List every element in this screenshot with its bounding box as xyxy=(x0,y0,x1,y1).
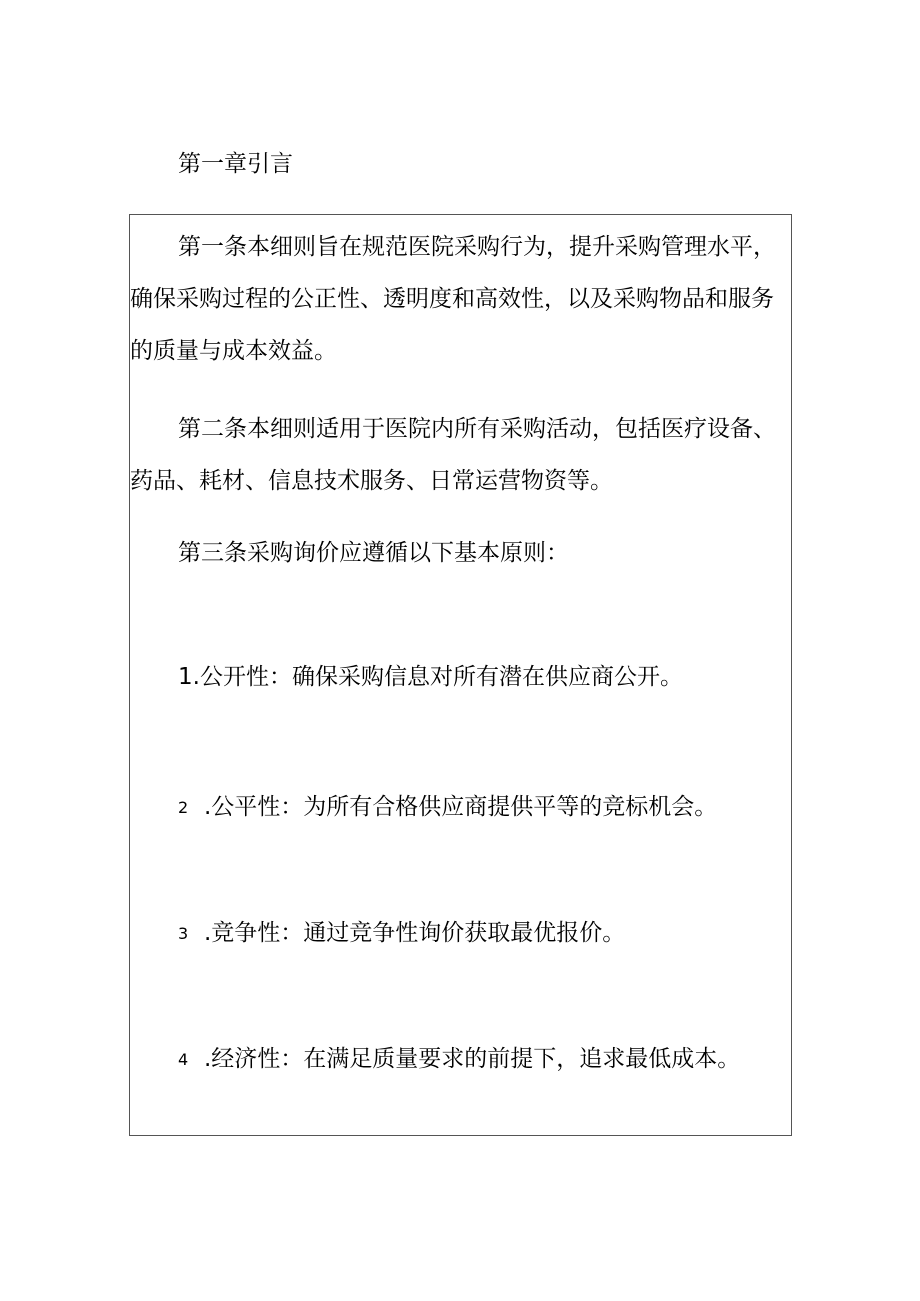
principle-4-text: .经济性：在满足质量要求的前提下，追求最低成本。 xyxy=(204,1046,741,1072)
principle-3-text: .竞争性：通过竞争性询价获取最优报价。 xyxy=(204,920,626,946)
principle-2-text: .公平性：为所有合格供应商提供平等的竞标机会。 xyxy=(204,794,718,820)
principle-1-number: 1 xyxy=(178,664,193,690)
principle-2-number: 2 xyxy=(178,798,189,817)
content-box xyxy=(129,214,792,1136)
article-3 xyxy=(130,527,793,579)
principle-3-number: 3 xyxy=(178,924,189,943)
principle-2 xyxy=(178,791,717,824)
article-2-line-2: 药品、耗材、信息技术服务、日常运营物资等。 xyxy=(130,468,613,494)
article-2-line-1: 第二条本细则适用于医院内所有采购活动，包括医疗设备、 xyxy=(178,416,776,442)
principle-3 xyxy=(178,917,625,950)
article-2 xyxy=(130,403,793,507)
principle-4 xyxy=(178,1043,740,1076)
article-3-line-1: 第三条采购询价应遵循以下基本原则： xyxy=(178,540,569,566)
article-1 xyxy=(130,221,793,377)
article-1-line-2: 确保采购过程的公正性、透明度和高效性，以及采购物品和服务 xyxy=(130,286,774,312)
chapter-title: 第一章引言 xyxy=(178,151,293,177)
principle-4-number: 4 xyxy=(178,1050,189,1069)
principle-1 xyxy=(178,661,683,693)
article-1-line-3: 的质量与成本效益。 xyxy=(130,338,337,364)
principle-1-text: .公开性：确保采购信息对所有潜在供应商公开。 xyxy=(192,664,683,690)
article-1-line-1: 第一条本细则旨在规范医院采购行为，提升采购管理水平， xyxy=(178,234,776,260)
